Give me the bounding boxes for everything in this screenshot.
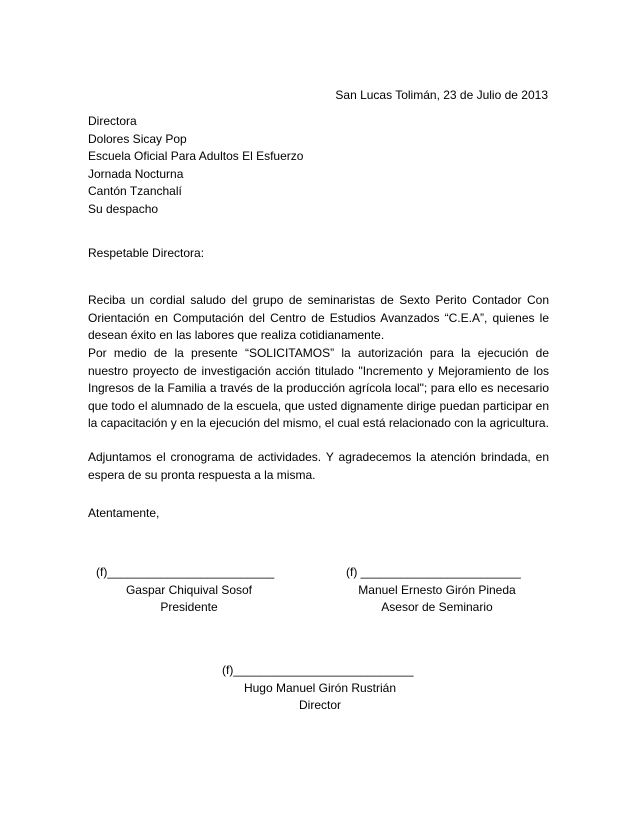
recipient-title: Directora xyxy=(88,114,137,128)
signer-name: Manuel Ernesto Girón Pineda xyxy=(358,582,516,597)
signature-president xyxy=(96,564,282,617)
recipient-school: Escuela Oficial Para Adultos El Esfuerzo xyxy=(88,149,304,163)
recipient-name: Dolores Sicay Pop xyxy=(88,131,187,146)
closing: Atentamente, xyxy=(88,506,160,520)
signer-name: Gaspar Chiquival Sosof xyxy=(125,582,253,597)
body-paragraph-request: Por medio de la presente “SOLICITAMOS” la autorización para la ejecución de nuestro proyecto de investigación acción titulado "Incremento y Mejoramiento de los Ingresos de la Familia a través de la producción agrícola local"; para ello es necesario que todo el alumnado de la escuela, que usted dignamente dirige puedan participar en la capacitación y en la ejecución del mismo, el cual está relacionado con la agricultura. xyxy=(88,346,549,430)
recipient-shift: Jornada Nocturna xyxy=(88,166,184,181)
signature-line: (f) ________________________ xyxy=(346,565,521,579)
signer-name: Hugo Manuel Girón Rustrián xyxy=(243,680,397,695)
date-line: San Lucas Tolimán, 23 de Julio de 2013 xyxy=(335,88,548,102)
body-paragraph-greeting: Reciba un cordial saludo del grupo de seminaristas de Sexto Perito Contador Con Orientación en Computación del Centro de Estudios Avanzados “C.E.A”, quienes le desean éxito en las labores que realiza cotidianamente. xyxy=(88,293,549,342)
recipient-location: Cantón Tzanchalí xyxy=(88,184,182,198)
signature-advisor xyxy=(346,564,528,617)
signer-role: Director xyxy=(298,698,341,712)
signer-role: Presidente xyxy=(160,600,218,614)
signature-line: (f)___________________________ xyxy=(222,663,414,677)
recipient-office: Su despacho xyxy=(88,201,159,216)
body-paragraph-attachment: Adjuntamos el cronograma de actividades. Y agradecemos la atención brindada, en espera de su pronta respuesta a la misma. xyxy=(88,450,549,482)
recipient-block xyxy=(88,113,303,218)
signature-director xyxy=(222,662,418,715)
signer-role: Asesor de Seminario xyxy=(381,600,493,614)
signature-line: (f)_________________________ xyxy=(96,565,275,579)
salutation: Respetable Directora: xyxy=(88,246,205,260)
